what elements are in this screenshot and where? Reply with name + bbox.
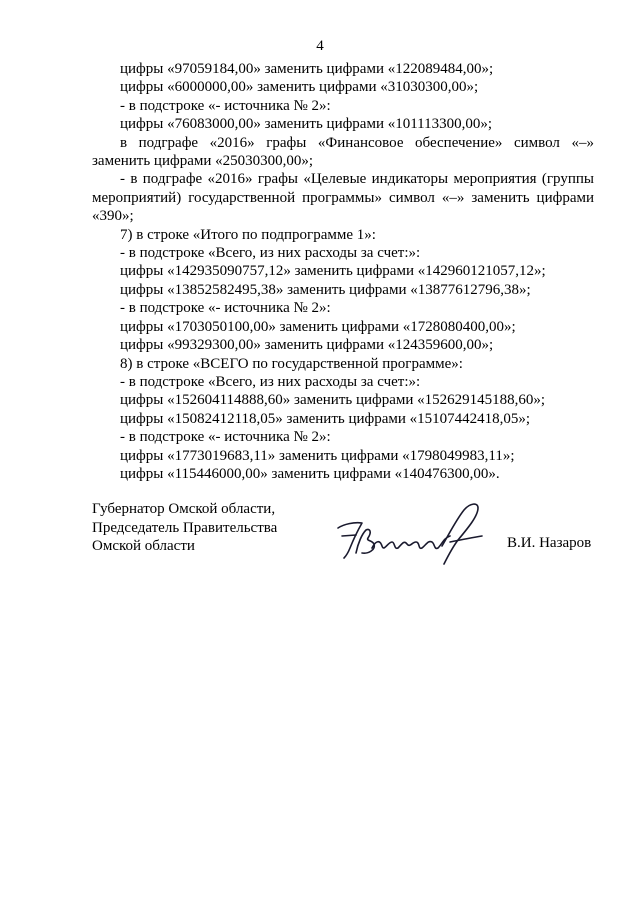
paragraph-1: цифры «97059184,00» заменить цифрами «122089484,00»;	[120, 61, 494, 77]
paragraph-9: цифры «142935090757,12» заменить цифрами «142960121057,12»;	[120, 263, 546, 280]
signer-title-line: Губернатор Омской области,	[92, 501, 276, 517]
paragraph-4: цифры «76083000,00» заменить цифрами «101113300,00»;	[120, 116, 493, 133]
signer-title	[92, 500, 277, 556]
signer-name: В.И. Назаров	[507, 535, 592, 551]
signer-title-line: Омской области	[92, 538, 195, 555]
paragraph-20: цифры «115446000,00» заменить цифрами «140476300,00».	[120, 465, 500, 482]
page-number: 4	[316, 38, 324, 54]
paragraph-3: - в подстроке «- источника № 2»:	[120, 97, 331, 114]
paragraph-19: цифры «1773019683,11» заменить цифрами «1798049983,11»;	[120, 447, 515, 464]
paragraph-14: 8) в строке «ВСЕГО по государственной программе»:	[120, 355, 463, 372]
paragraph-16: цифры «152604114888,60» заменить цифрами «152629145188,60»;	[120, 392, 546, 409]
paragraph-13: цифры «99329300,00» заменить цифрами «124359600,00»;	[120, 337, 494, 354]
paragraph-5: в подграфе «2016» графы «Финансовое обеспечение» символ «–» заменить цифрами «25030300,00»;	[92, 134, 594, 170]
paragraph-18: - в подстроке «- источника № 2»:	[120, 429, 331, 446]
signature-block	[92, 500, 602, 570]
paragraph-12: цифры «1703050100,00» заменить цифрами «1728080400,00»;	[120, 318, 516, 335]
paragraph-7: 7) в строке «Итого по подпрограмме 1»:	[120, 226, 376, 243]
paragraph-8: - в подстроке «Всего, из них расходы за счет:»:	[120, 245, 421, 262]
paragraph-2: цифры «6000000,00» заменить цифрами «31030300,00»;	[120, 79, 479, 96]
document-body	[92, 60, 594, 483]
signer-title-line: Председатель Правительства	[92, 519, 278, 536]
paragraph-10: цифры «13852582495,38» заменить цифрами «13877612796,38»;	[120, 281, 531, 298]
handwritten-signature	[332, 498, 502, 568]
paragraph-11: - в подстроке «- источника № 2»:	[120, 300, 331, 317]
paragraph-6: - в подграфе «2016» графы «Целевые индикаторы мероприятия (группы мероприятий) государственной программы» символ «–» заменить цифрами «390»;	[92, 171, 594, 225]
paragraph-15: - в подстроке «Всего, из них расходы за счет:»:	[120, 373, 421, 390]
paragraph-17: цифры «15082412118,05» заменить цифрами «15107442418,05»;	[120, 410, 531, 427]
